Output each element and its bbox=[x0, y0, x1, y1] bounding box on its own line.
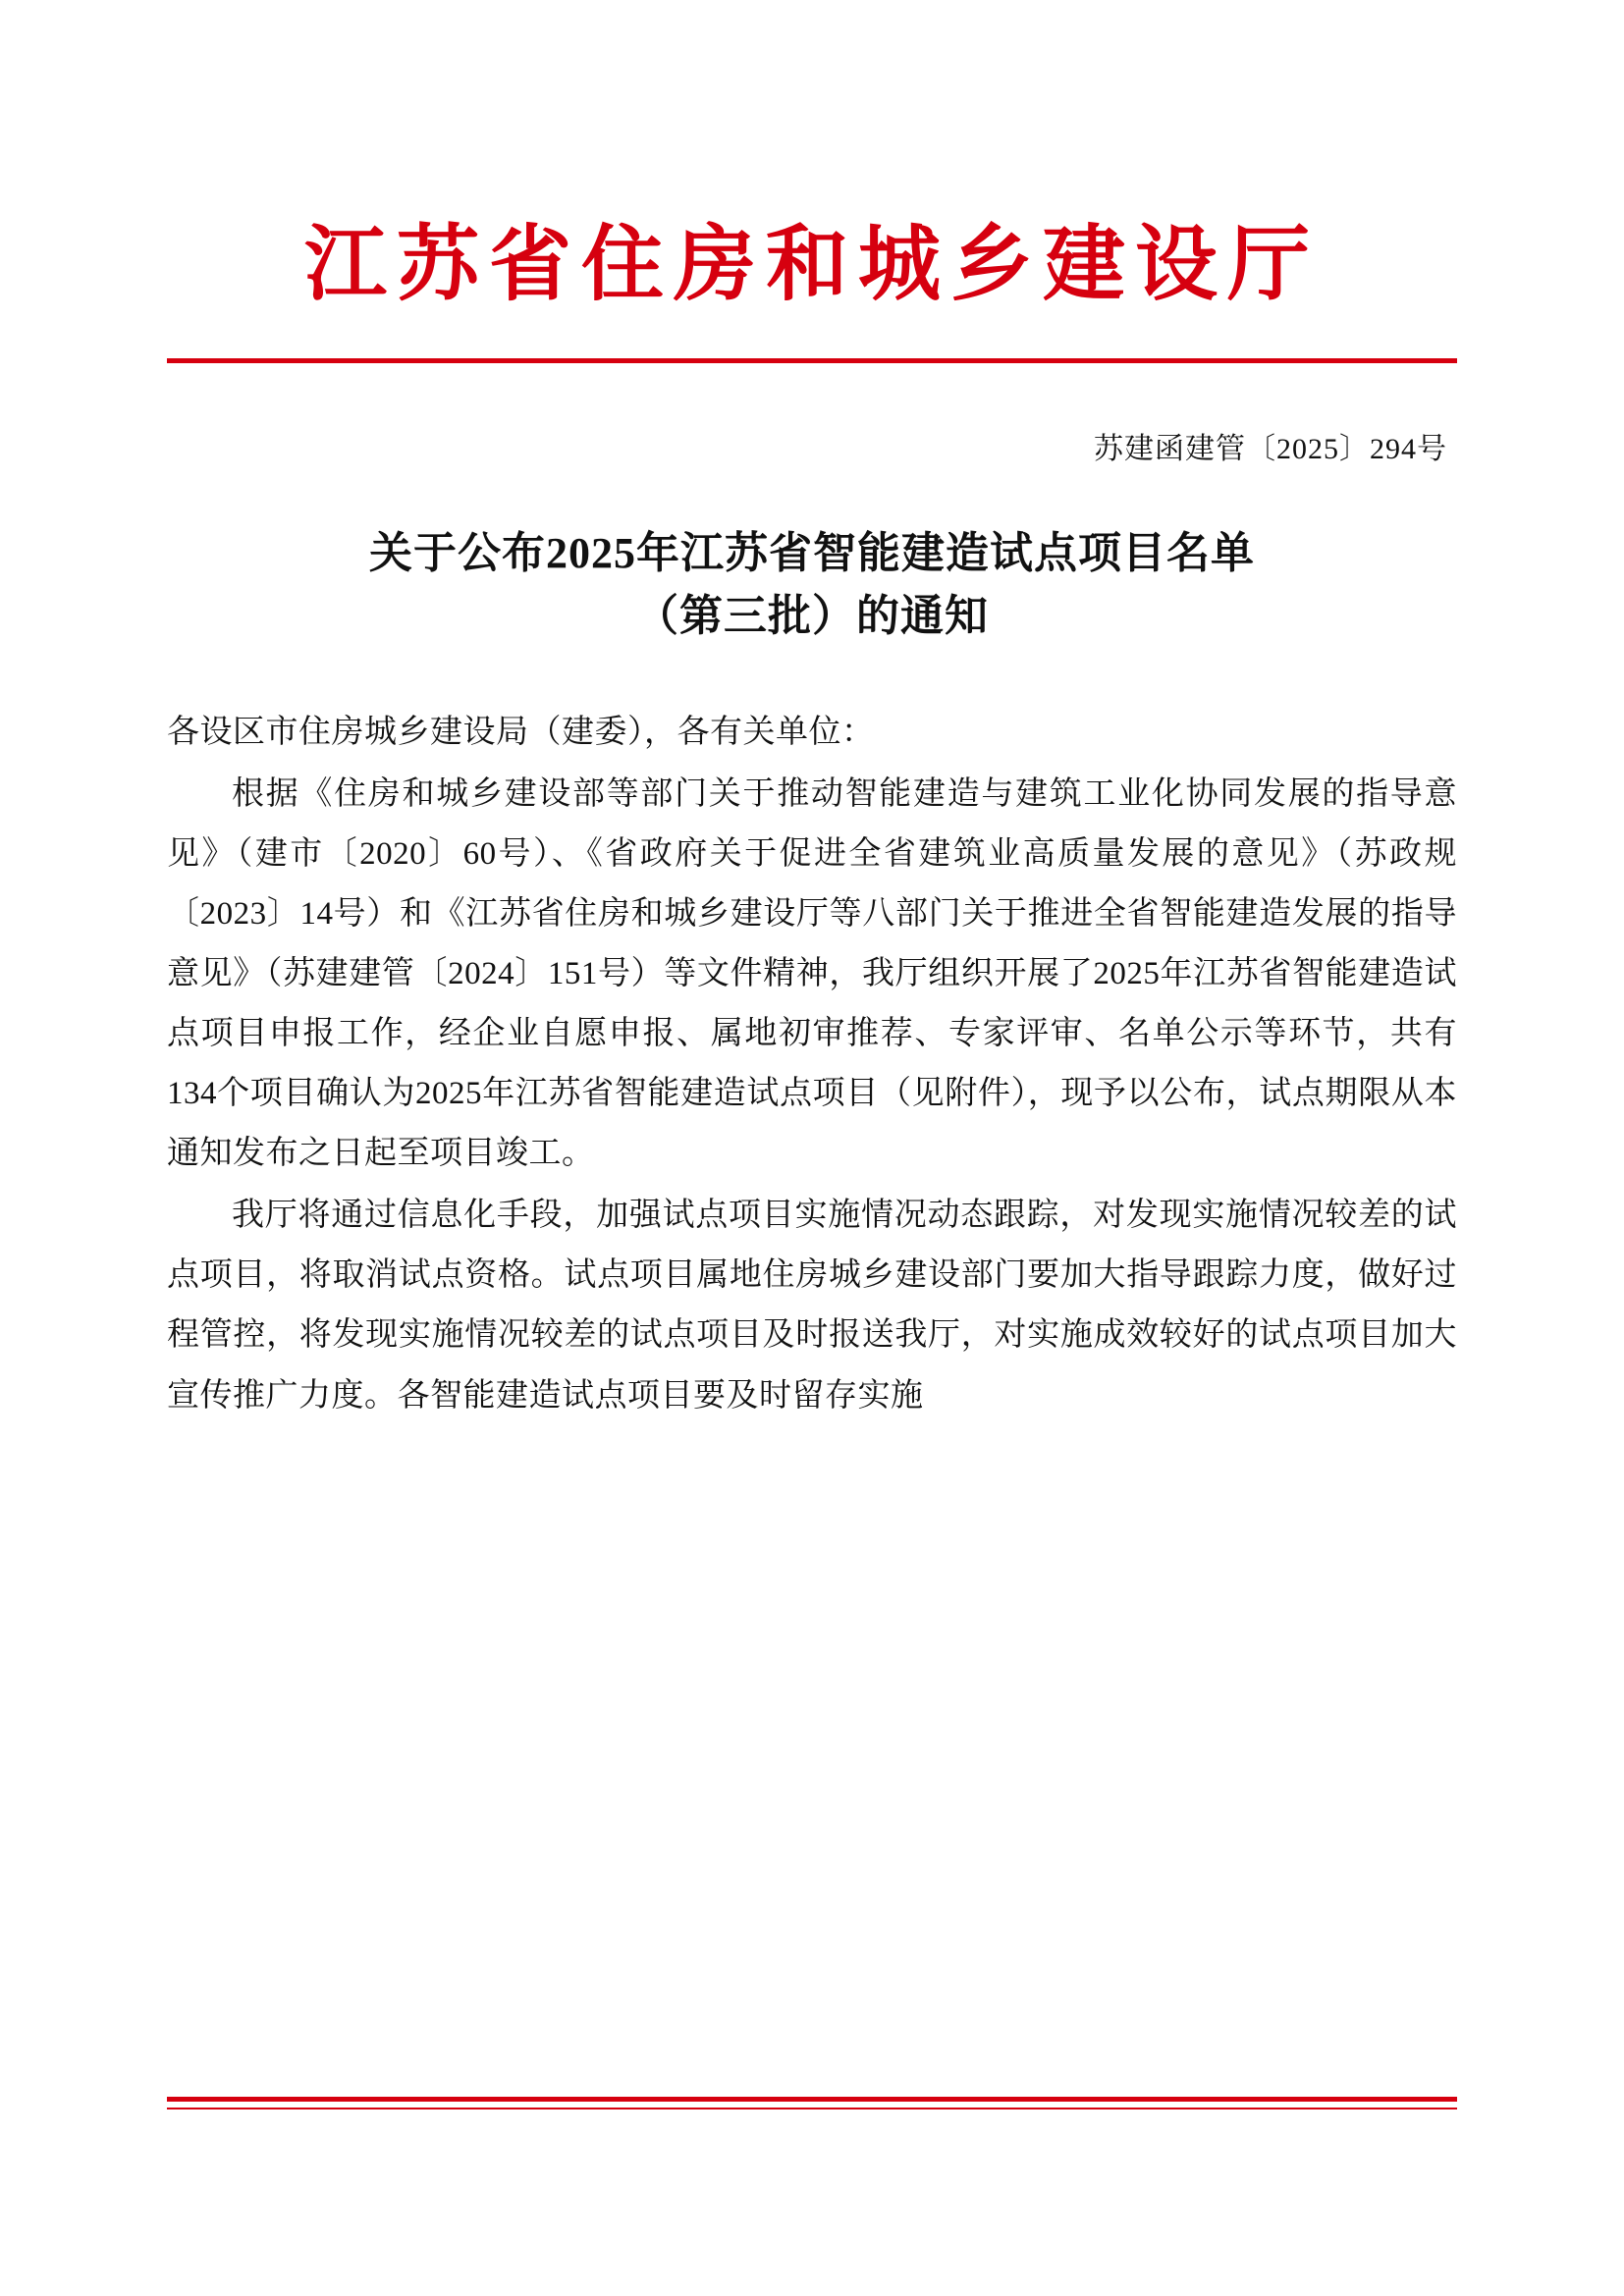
footer-rule-thin bbox=[167, 2108, 1457, 2109]
salutation: 各设区市住房城乡建设局（建委），各有关单位： bbox=[167, 714, 875, 750]
body-paragraph-2: 我厅将通过信息化手段，加强试点项目实施情况动态跟踪，对发现实施情况较差的试点项目，将取消试点资格。试点项目属地住房城乡建设部门要加大指导跟踪力度，做好过程管控，将发现实施情况较差的试点项目及时报送我厅，对实施成效较好的试点项目加大宣传推广力度。各智能建造试点项目要及时留存实施 bbox=[167, 1198, 1457, 1414]
page-title bbox=[167, 522, 1457, 648]
title-line-1: 关于公布2025年江苏省智能建造试点项目名单 bbox=[369, 529, 1255, 578]
body-paragraph-1: 根据《住房和城乡建设部等部门关于推动智能建造与建筑工业化协同发展的指导意见》（建市〔2020〕60号）、《省政府关于促进全省建筑业高质量发展的意见》（苏政规〔2023〕14号）和《江苏省住房和城乡建设厅等八部门关于推进全省智能建造发展的指导意见》（苏建建管〔2024〕151号）等文件精神，我厅组织开展了2025年江苏省智能建造试点项目申报工作，经企业自愿申报、属地初审推荐、专家评审、名单公示等环节，共有134个项目确认为2025年江苏省智能建造试点项目（见附件），现予以公布，试点期限从本通知发布之日起至项目竣工。 bbox=[167, 776, 1457, 1172]
letterhead bbox=[167, 221, 1457, 363]
letterhead-divider bbox=[167, 358, 1457, 363]
footer-divider bbox=[167, 2097, 1457, 2109]
issuing-organization: 江苏省住房和城乡建设厅 bbox=[303, 220, 1320, 311]
document-body bbox=[167, 703, 1457, 1426]
document-number: 苏建函建管〔2025〕294号 bbox=[1094, 433, 1447, 466]
footer-rule-thick bbox=[167, 2097, 1457, 2102]
title-line-2: （第三批）的通知 bbox=[635, 592, 989, 641]
